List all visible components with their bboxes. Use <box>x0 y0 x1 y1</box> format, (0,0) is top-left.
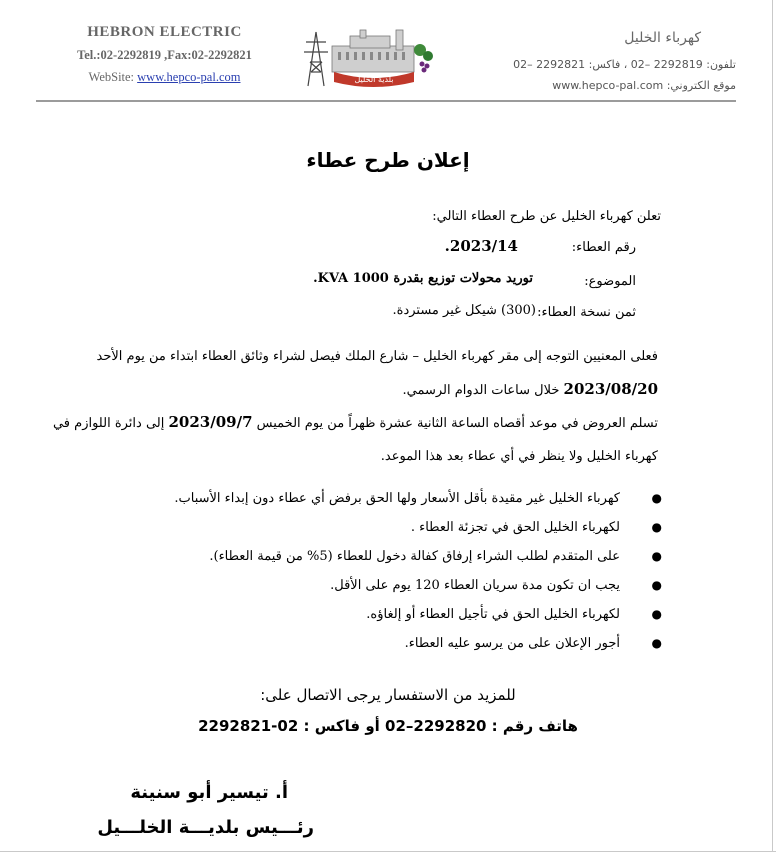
announcement-title: إعلان طرح عطاء <box>306 148 470 172</box>
phones-en: Tel.:02-2292819 ,Fax:02-2292821 <box>77 48 252 62</box>
list-item: ● لكهرباء الخليل الحق في تأجيل العطاء أو إلغاؤه. <box>100 600 670 629</box>
grapevine-icon <box>414 44 433 73</box>
paragraph-submission <box>52 406 658 473</box>
bullet-icon: ● <box>651 491 662 505</box>
submission-text-a: تسلم العروض في موعد أقصاه الساعة الثانية عشرة ظهراً من يوم الخميس <box>256 416 658 431</box>
paragraph-purchase-line1: فعلى المعنيين التوجه إلى مقر كهرباء الخليل – شارع الملك فيصل لشراء وثائق العطاء ابتداء من يوم الأحد <box>96 349 658 364</box>
submission-deadline-date: 2023/09/7 <box>168 413 253 431</box>
intro-text: تعلن كهرباء الخليل عن طرح العطاء التالي: <box>432 209 661 224</box>
signatory-name: أ. تيسير أبو سنينة <box>130 782 288 803</box>
header-divider <box>36 100 736 102</box>
list-item: ● على المتقدم لطلب الشراء إرفاق كفالة دخول للعطاء (5% من قيمة العطاء). <box>100 542 670 571</box>
submission-text-line2: كهرباء الخليل ولا ينظر في أي عطاء بعد هذا الموعد. <box>380 449 658 464</box>
purchase-start-date: 2023/08/20 <box>563 380 658 398</box>
contact-phone-line: هاتف رقم : 2292820–02 أو فاكس : 02-2292821 <box>198 717 578 735</box>
company-name-en: HEBRON ELECTRIC <box>87 24 242 40</box>
contact-heading: للمزيد من الاستفسار يرجى الاتصال على: <box>260 686 516 704</box>
subject-label: الموضوع: <box>584 274 636 289</box>
hebron-logo <box>300 28 436 88</box>
bullet-icon: ● <box>651 520 662 534</box>
company-name-ar: كهرباء الخليل <box>624 30 701 46</box>
website-label-en: WebSite: <box>88 70 135 84</box>
price-label: ثمن نسخة العطاء: <box>537 305 636 320</box>
bullet-icon: ● <box>651 636 662 650</box>
website-en-line <box>62 70 267 85</box>
paragraph-purchase <box>96 340 658 407</box>
website-link-en[interactable]: www.hepco-pal.com <box>137 70 241 84</box>
subject-value: توريد محولات توزيع بقدرة 1000 KVA. <box>313 271 533 286</box>
list-item: ● لكهرباء الخليل الحق في تجزئة العطاء . <box>100 513 670 542</box>
signatory-position: رئـــيس بلديـــة الخلـــيل <box>97 817 314 838</box>
conditions-list <box>100 484 670 658</box>
header-arabic <box>476 30 736 92</box>
list-item: ● أجور الإعلان على من يرسو عليه العطاء. <box>100 629 670 658</box>
website-label-ar: موقع الكتروني: <box>666 79 736 92</box>
tender-number-label: رقم العطاء: <box>571 240 636 255</box>
tender-number-value: 2023/14. <box>444 237 518 255</box>
list-item: ● يجب ان تكون مدة سريان العطاء 120 يوم على الأقل. <box>100 571 670 600</box>
website-ar: www.hepco-pal.com <box>552 79 664 92</box>
pylon-icon <box>304 32 328 86</box>
bullet-icon: ● <box>651 549 662 563</box>
bullet-icon: ● <box>651 607 662 621</box>
header-english <box>62 24 267 85</box>
list-item: ● كهرباء الخليل غير مقيدة بأقل الأسعار ولها الحق برفض أي عطاء دون إبداء الأسباب. <box>100 484 670 513</box>
logo-banner-text: بلدية الخليل <box>354 75 394 84</box>
paragraph-purchase-line2: خلال ساعات الدوام الرسمي. <box>402 383 560 398</box>
phones-ar: تلفون: 2292819 –02 ، فاكس: 2292821 –02 <box>513 58 736 71</box>
bullet-icon: ● <box>651 578 662 592</box>
price-value: (300) شيكل غير مستردة. <box>392 303 536 318</box>
submission-text-b: إلى دائرة اللوازم في <box>52 416 165 431</box>
website-ar-line <box>476 79 736 92</box>
mosque-building-icon <box>332 30 414 72</box>
